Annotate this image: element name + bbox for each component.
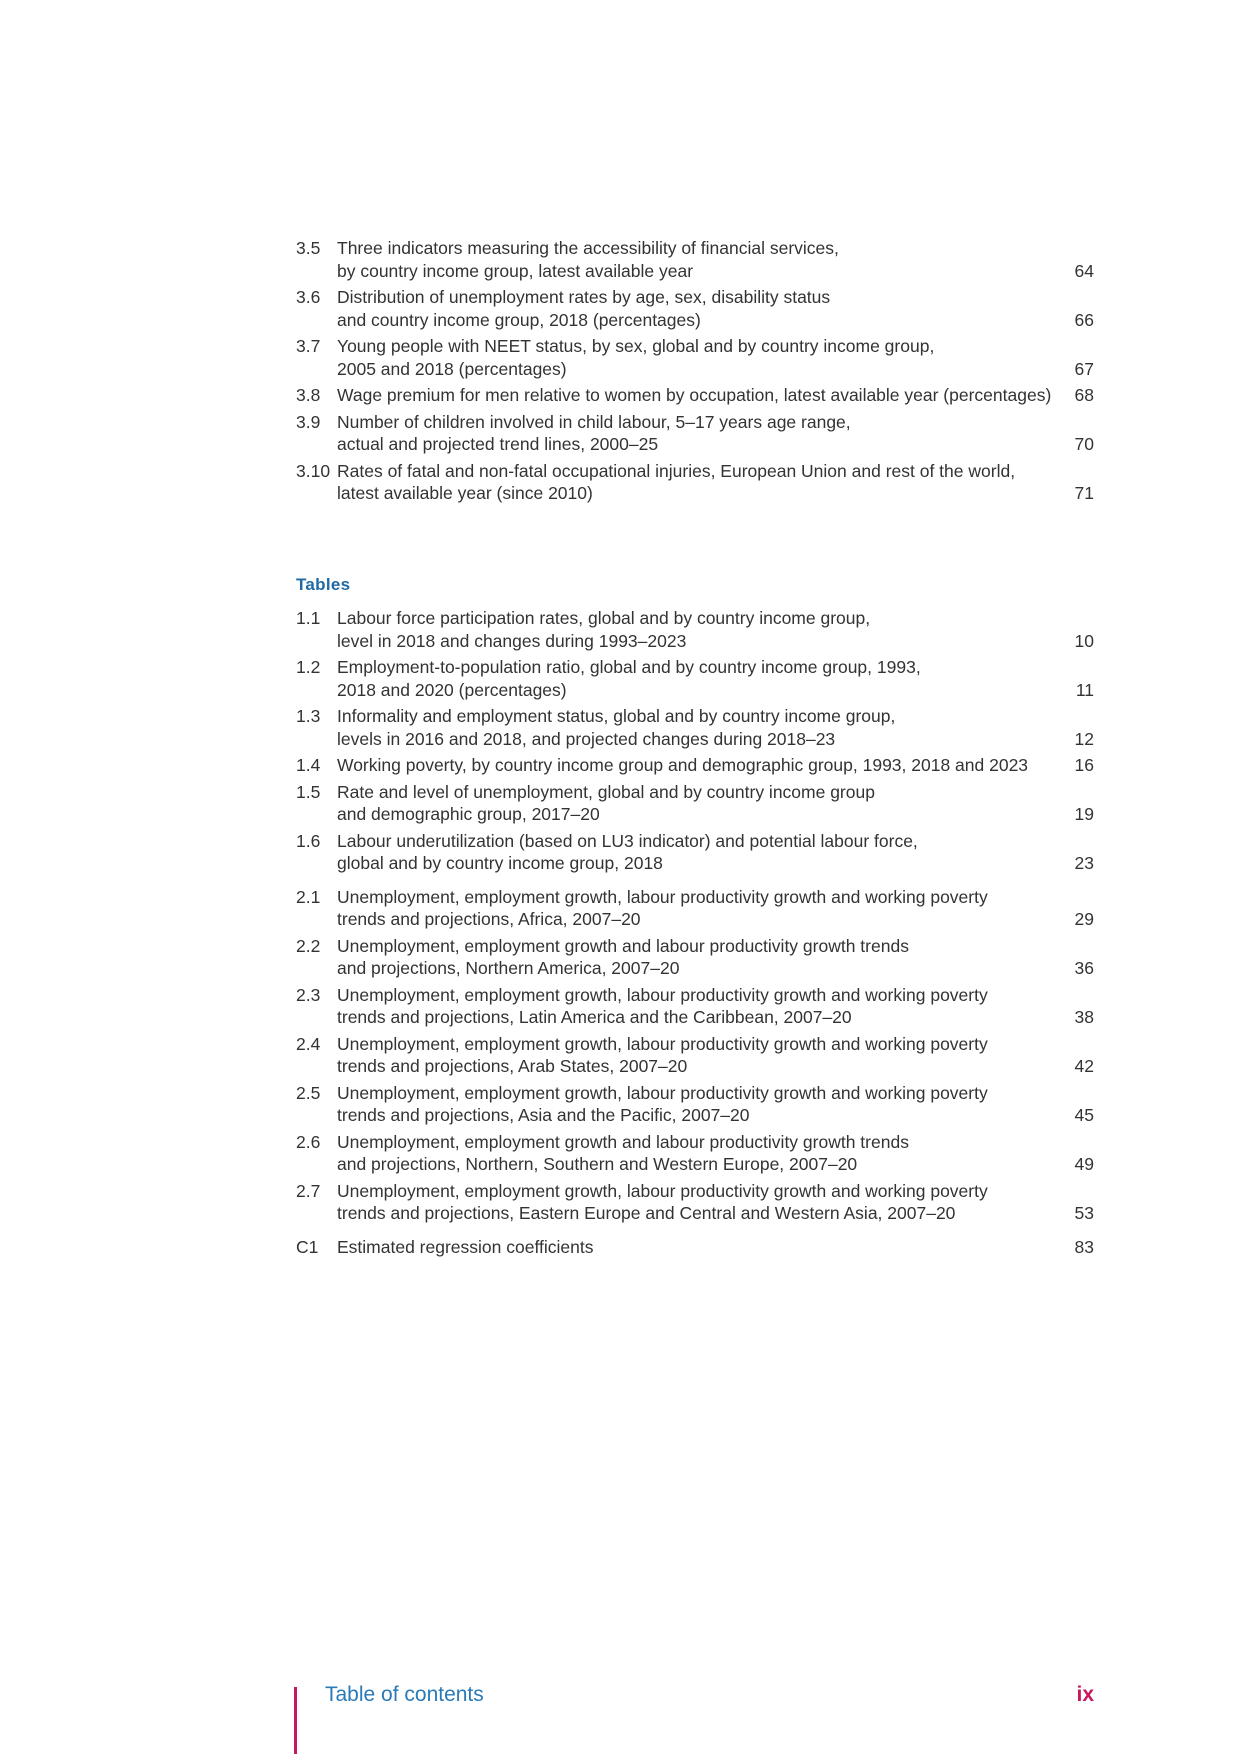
toc-entry-number: 3.9 (296, 411, 321, 432)
toc-entry[interactable] (296, 935, 1094, 980)
toc-entry[interactable] (296, 607, 1094, 652)
toc-entry-title-line: Distribution of unemployment rates by age, sex, disability status (337, 287, 831, 307)
toc-entry-number: 2.7 (296, 1180, 321, 1201)
toc-entry-title-line: and country income group, 2018 (percentages) (337, 309, 701, 330)
toc-entry[interactable] (296, 237, 1094, 282)
toc-entry-page: 71 (1074, 483, 1094, 503)
tables-heading: Tables (296, 575, 351, 594)
toc-entry-title (337, 781, 1054, 826)
toc-entry[interactable] (296, 335, 1094, 380)
toc-entry-title-line: Labour force participation rates, global and by country income group, (337, 608, 871, 628)
toc-entry[interactable] (296, 1082, 1094, 1127)
toc-entry-title (337, 384, 1054, 407)
toc-entry-number: 2.4 (296, 1033, 321, 1054)
toc-entry-title-line: Unemployment, employment growth, labour productivity growth and working poverty (337, 1180, 988, 1201)
toc-entry-number: 2.6 (296, 1131, 321, 1152)
toc-entry-title-line: Number of children involved in child labour, 5–17 years age range, (337, 411, 851, 432)
toc-entry-page: 53 (1074, 1203, 1094, 1223)
toc-entry-number: 2.1 (296, 886, 321, 907)
toc-entry-title-line: Estimated regression coefficients (337, 1236, 594, 1257)
toc-entry[interactable] (296, 886, 1094, 931)
toc-entry-title-line: Rates of fatal and non-fatal occupational injuries, European Union and rest of the world, (337, 460, 1016, 481)
toc-entry-number: 3.6 (296, 287, 321, 307)
toc-entry-title (337, 335, 1054, 380)
toc-entry[interactable] (296, 1236, 1094, 1259)
toc-entry-title-line: 2005 and 2018 (percentages) (337, 358, 567, 379)
toc-entry-title-line: actual and projected trend lines, 2000–25 (337, 434, 659, 454)
toc-entry-page: 49 (1074, 1154, 1094, 1174)
toc-entry-number: 1.4 (296, 755, 321, 775)
toc-entry-title (337, 237, 1054, 282)
toc-entry[interactable] (296, 1033, 1094, 1078)
toc-entry-title-line: Wage premium for men relative to women by occupation, latest available year (percentages) (337, 385, 1052, 405)
toc-entry-page: 19 (1074, 804, 1094, 824)
toc-entry-title (337, 460, 1054, 505)
toc-entry-page: 70 (1074, 434, 1094, 454)
toc-entry-page: 83 (1074, 1236, 1094, 1257)
toc-entry-title-line: Unemployment, employment growth, labour productivity growth and working poverty (337, 984, 988, 1005)
toc-entry-title (337, 286, 1054, 331)
toc-entry[interactable] (296, 656, 1094, 701)
toc-entry-page: 16 (1074, 755, 1094, 775)
toc-entry-number: 1.2 (296, 657, 321, 677)
toc-entry-title (337, 705, 1054, 750)
toc-entry-page: 67 (1074, 358, 1094, 379)
toc-entry[interactable] (296, 460, 1094, 505)
toc-entry-number: 1.3 (296, 706, 321, 726)
toc-entry[interactable] (296, 830, 1094, 875)
toc-entry-title-line: Employment-to-population ratio, global and by country income group, 1993, (337, 657, 921, 677)
toc-entry-title (337, 1236, 1054, 1259)
toc-entry-number: 2.3 (296, 984, 321, 1005)
toc-entry-title-line: Three indicators measuring the accessibility of financial services, (337, 238, 839, 258)
toc-entry-number: C1 (296, 1236, 319, 1257)
toc-entry-page: 66 (1074, 309, 1094, 330)
toc-entry-number: 3.8 (296, 385, 321, 405)
toc-entry-page: 12 (1074, 728, 1094, 749)
toc-entry[interactable] (296, 781, 1094, 826)
toc-entry-title (337, 984, 1054, 1029)
toc-entry-page: 10 (1074, 630, 1094, 651)
toc-entry-title-line: Unemployment, employment growth, labour productivity growth and working poverty (337, 1082, 988, 1103)
toc-entry[interactable] (296, 411, 1094, 456)
footer-accent-bar (294, 1687, 297, 1754)
toc-entry-title (337, 1033, 1054, 1078)
toc-entry-title (337, 411, 1054, 456)
toc-entry-title-line: and demographic group, 2017–20 (337, 804, 600, 824)
toc-entry-title (337, 830, 1054, 875)
toc-entry-title (337, 754, 1054, 777)
toc-entry-title-line: Working poverty, by country income group and demographic group, 1993, 2018 and 2023 (337, 755, 1029, 775)
toc-entry-title-line: Labour underutilization (based on LU3 indicator) and potential labour force, (337, 830, 918, 851)
toc-entry-page: 68 (1074, 385, 1094, 405)
toc-entry-title-line: Rate and level of unemployment, global and by country income group (337, 781, 875, 802)
toc-entry-page: 11 (1075, 679, 1094, 700)
toc-entry-page: 38 (1074, 1007, 1094, 1027)
toc-entry-title (337, 1082, 1054, 1127)
toc-entry-number: 3.10 (296, 460, 331, 481)
toc-entry-title-line: by country income group, latest available year (337, 260, 694, 281)
toc-entry-page: 45 (1074, 1105, 1094, 1125)
toc-entry-title-line: Young people with NEET status, by sex, global and by country income group, (337, 336, 935, 356)
toc-entry-title-line: trends and projections, Latin America and the Caribbean, 2007–20 (337, 1007, 852, 1027)
toc-entry-number: 2.2 (296, 935, 321, 956)
toc-entry-title (337, 886, 1054, 931)
toc-entry-title-line: Unemployment, employment growth and labour productivity growth trends (337, 1131, 909, 1152)
toc-entry-page: 42 (1074, 1056, 1094, 1076)
toc-entry-title-line: Unemployment, employment growth, labour productivity growth and working poverty (337, 1033, 988, 1054)
toc-entry[interactable] (296, 754, 1094, 777)
toc-entry-title-line: 2018 and 2020 (percentages) (337, 679, 567, 700)
toc-entry-title-line: level in 2018 and changes during 1993–2023 (337, 630, 687, 651)
toc-entry-title-line: Unemployment, employment growth and labour productivity growth trends (337, 935, 909, 956)
figures-list-continued (296, 237, 1094, 505)
toc-entry-title-line: trends and projections, Eastern Europe and Central and Western Asia, 2007–20 (337, 1203, 956, 1223)
toc-entry-title-line: levels in 2016 and 2018, and projected changes during 2018–23 (337, 728, 836, 749)
toc-entry-title-line: trends and projections, Africa, 2007–20 (337, 909, 641, 929)
toc-entry-page: 36 (1074, 958, 1094, 978)
toc-entry[interactable] (296, 384, 1094, 407)
toc-entry-title-line: trends and projections, Arab States, 2007–20 (337, 1056, 688, 1076)
toc-entry-page: 23 (1074, 853, 1094, 873)
toc-entry[interactable] (296, 984, 1094, 1029)
toc-entry[interactable] (296, 705, 1094, 750)
toc-entry-number: 3.5 (296, 238, 321, 258)
toc-entry-page: 64 (1074, 260, 1094, 281)
toc-entry[interactable] (296, 1180, 1094, 1225)
toc-entry-number: 1.1 (296, 608, 321, 628)
toc-entry-number: 1.5 (296, 781, 321, 802)
toc-entry-number: 1.6 (296, 830, 321, 851)
toc-entry-title-line: and projections, Northern, Southern and Western Europe, 2007–20 (337, 1154, 858, 1174)
toc-entry-title (337, 607, 1054, 652)
toc-entry-number: 3.7 (296, 336, 321, 356)
toc-entry-title (337, 656, 1054, 701)
toc-entry-title-line: trends and projections, Asia and the Pacific, 2007–20 (337, 1105, 750, 1125)
toc-entry[interactable] (296, 1131, 1094, 1176)
footer-section-label[interactable]: Table of contents (325, 1683, 484, 1706)
toc-entry-title (337, 1131, 1054, 1176)
toc-entry-title (337, 935, 1054, 980)
toc-entry-title (337, 1180, 1054, 1225)
tables-list (296, 607, 1094, 1258)
toc-entry-number: 2.5 (296, 1082, 321, 1103)
toc-entry-title-line: Informality and employment status, global and by country income group, (337, 706, 896, 726)
toc-entry-title-line: latest available year (since 2010) (337, 483, 593, 503)
toc-entry-title-line: Unemployment, employment growth, labour productivity growth and working poverty (337, 886, 988, 907)
toc-entry[interactable] (296, 286, 1094, 331)
toc-entry-title-line: global and by country income group, 2018 (337, 853, 663, 873)
footer-page-number: ix (1076, 1683, 1094, 1706)
toc-entry-title-line: and projections, Northern America, 2007–20 (337, 958, 680, 978)
toc-entry-page: 29 (1074, 909, 1094, 929)
